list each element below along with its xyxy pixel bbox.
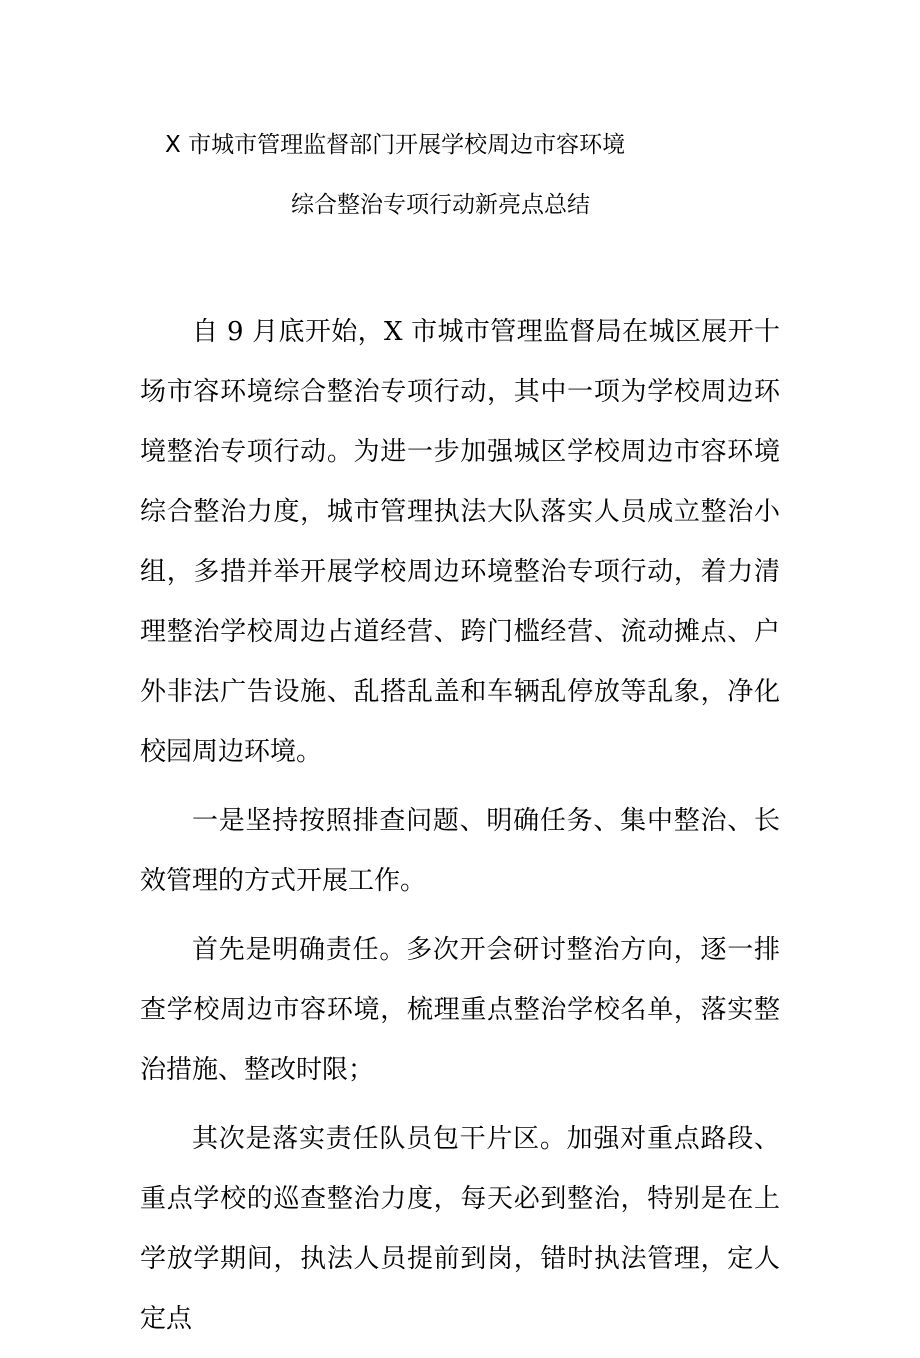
paragraph-introduction: 自 9 月底开始，X 市城市管理监督局在城区展开十场市容环境综合整治专项行动，其中一项为学校周边环境整治专项行动。为进一步加强城区学校周边市容环境综合整治力度，城市管理执法大队落实人员成立整治小组，多措并举开展学校周边环境整治专项行动，着力清理整治学校周边占道经营、跨门槛经营、流动摊点、户外非法广告设施、乱搭乱盖和车辆乱停放等乱象，净化校园周边环境。 [140,317,780,767]
document-title-line-2: 综合整治专项行动新亮点总结 [291,192,590,218]
paragraph-point-one: 一是坚持按照排查问题、明确任务、集中整治、长效管理的方式开展工作。 [140,806,780,896]
document-body [140,302,780,1358]
document-title-line-1: X 市城市管理监督部门开展学校周边市容环境 [165,132,626,158]
paragraph-clarify-responsibility: 首先是明确责任。多次开会研讨整治方向，逐一排查学校周边市容环境，梳理重点整治学校名单，落实整治措施、整改时限； [140,935,780,1085]
paragraph-implement-responsibility: 其次是落实责任队员包干片区。加强对重点路段、重点学校的巡查整治力度，每天必到整治，特别是在上学放学期间，执法人员提前到岗，错时执法管理，定人定点 [140,1124,780,1334]
